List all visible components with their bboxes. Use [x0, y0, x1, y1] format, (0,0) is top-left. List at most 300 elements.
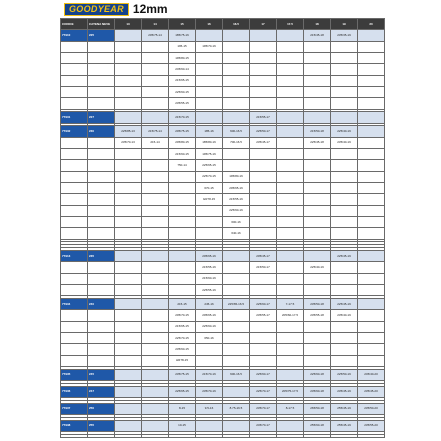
table-cell: 225/70-17: [250, 386, 277, 397]
table-cell: 15: [169, 19, 196, 30]
table-cell: [358, 64, 385, 75]
table-cell: 225/50-19: [331, 369, 358, 380]
table-cell: [277, 250, 304, 261]
table-cell: 225/65-15: [196, 160, 223, 171]
table-cell: [61, 183, 88, 194]
table-cell: [223, 420, 250, 431]
table-cell: [115, 183, 142, 194]
table-cell: [115, 30, 142, 41]
table-cell: 77935: [61, 369, 88, 380]
table-cell: [142, 298, 169, 309]
table-cell: [196, 216, 223, 227]
table-section-row: [61, 369, 385, 380]
table-cell: [277, 344, 304, 355]
table-cell: [61, 321, 88, 332]
table-cell: 640-16: [223, 228, 250, 239]
table-cell: [61, 171, 88, 182]
table-cell: [142, 321, 169, 332]
table-cell: 205/45-17: [250, 250, 277, 261]
size-table: [60, 18, 385, 438]
table-cell: [142, 273, 169, 284]
table-section-row: [61, 112, 385, 123]
table-cell: [358, 86, 385, 97]
table-cell: 185/75-16: [169, 30, 196, 41]
table-row: [61, 273, 385, 284]
table-cell: [88, 344, 115, 355]
table-row: [61, 149, 385, 160]
table-cell: [196, 30, 223, 41]
table-cell: [358, 298, 385, 309]
table-cell: [142, 355, 169, 366]
table-cell: 225/60-18: [304, 369, 331, 380]
table-cell: [142, 284, 169, 295]
table-cell: 225/85-13: [115, 126, 142, 137]
table-row: [61, 86, 385, 97]
table-cell: HR78-15: [169, 355, 196, 366]
table-cell: 77934: [61, 298, 88, 309]
table-cell: [196, 98, 223, 109]
table-cell: [250, 171, 277, 182]
table-cell: CATENA NEVE: [88, 19, 115, 30]
table-cell: [250, 64, 277, 75]
table-row: [61, 205, 385, 216]
table-cell: 225/40-19: [304, 262, 331, 273]
table-cell: [304, 228, 331, 239]
table-cell: 205/70-15: [169, 310, 196, 321]
table-cell: 8-15: [169, 403, 196, 414]
table-cell: [115, 149, 142, 160]
table-row: [61, 332, 385, 343]
table-cell: [88, 75, 115, 86]
table-cell: [88, 216, 115, 227]
table-cell: [358, 75, 385, 86]
table-cell: [358, 160, 385, 171]
table-cell: [223, 332, 250, 343]
table-cell: 195/70-16: [196, 41, 223, 52]
table-section-row: [61, 420, 385, 431]
table-cell: [115, 52, 142, 63]
table-cell: [88, 310, 115, 321]
table-cell: 235/55-17: [250, 310, 277, 321]
table-cell: 77932: [61, 126, 88, 137]
table-cell: [142, 64, 169, 75]
table-cell: 600-16.5: [223, 126, 250, 137]
table-cell: 235/45-19: [331, 386, 358, 397]
table-cell: [115, 98, 142, 109]
table-cell: [115, 434, 142, 437]
table-cell: [304, 112, 331, 123]
table-cell: [88, 284, 115, 295]
table-cell: 8-17.5: [277, 403, 304, 414]
table-cell: [358, 228, 385, 239]
table-cell: [250, 273, 277, 284]
table-cell: [277, 332, 304, 343]
table-cell: [169, 171, 196, 182]
table-cell: 235/55-20: [358, 420, 385, 431]
table-cell: [61, 75, 88, 86]
table-row: [61, 171, 385, 182]
table-cell: [277, 126, 304, 137]
table-cell: [277, 216, 304, 227]
table-cell: 16: [196, 19, 223, 30]
table-cell: [331, 183, 358, 194]
table-cell: [115, 369, 142, 380]
table-cell: [223, 64, 250, 75]
table-cell: [358, 262, 385, 273]
table-cell: [115, 298, 142, 309]
table-cell: 225/60-15: [169, 86, 196, 97]
table-row: [61, 228, 385, 239]
table-cell: 250: [88, 403, 115, 414]
table-cell: 225/60-16: [196, 321, 223, 332]
table-cell: [304, 194, 331, 205]
table-cell: [277, 86, 304, 97]
table-cell: [61, 216, 88, 227]
table-cell: 255/45-19: [331, 403, 358, 414]
table-cell: 17: [250, 19, 277, 30]
table-cell: [277, 75, 304, 86]
table-cell: 227: [88, 112, 115, 123]
table-cell: [142, 332, 169, 343]
table-cell: [223, 98, 250, 109]
table-cell: [277, 52, 304, 63]
table-cell: [88, 64, 115, 75]
table-cell: [304, 98, 331, 109]
table-cell: [115, 403, 142, 414]
table-cell: [250, 41, 277, 52]
table-cell: 245/70-17: [250, 420, 277, 431]
table-cell: 255/45-19: [331, 420, 358, 431]
table-cell: 215/55-17: [250, 112, 277, 123]
table-cell: [358, 355, 385, 366]
table-cell: [169, 284, 196, 295]
table-cell: [115, 355, 142, 366]
table-cell: [250, 284, 277, 295]
table-cell: 215/60-15: [169, 149, 196, 160]
table-cell: [331, 64, 358, 75]
table-cell: [115, 284, 142, 295]
table-cell: [331, 355, 358, 366]
table-cell: [277, 183, 304, 194]
table-cell: [169, 216, 196, 227]
table-row: [61, 98, 385, 109]
table-cell: 225: [88, 30, 115, 41]
table-cell: [169, 434, 196, 437]
table-cell: [331, 160, 358, 171]
table-cell: [358, 310, 385, 321]
table-row: [61, 41, 385, 52]
table-cell: [61, 52, 88, 63]
table-cell: [142, 194, 169, 205]
table-row: [61, 137, 385, 148]
table-cell: [115, 171, 142, 182]
table-cell: 225/50-17: [250, 126, 277, 137]
brand-header: [64, 2, 168, 16]
table-cell: 225/45-19: [331, 298, 358, 309]
table-cell: [61, 41, 88, 52]
table-cell: 205/75-14: [142, 30, 169, 41]
table-cell: [358, 52, 385, 63]
table-cell: [358, 284, 385, 295]
table-cell: [331, 149, 358, 160]
table-cell: [223, 30, 250, 41]
table-cell: 205/65-16: [196, 310, 223, 321]
size-table-body: [61, 19, 385, 438]
table-cell: [304, 41, 331, 52]
table-cell: GR78-15: [196, 194, 223, 205]
table-cell: [61, 310, 88, 321]
table-row: [61, 344, 385, 355]
table-cell: 185-16: [196, 126, 223, 137]
table-cell: 215/65-15: [169, 75, 196, 86]
table-cell: 205/75-15: [169, 126, 196, 137]
table-cell: [331, 228, 358, 239]
table-cell: [331, 434, 358, 437]
table-cell: [115, 64, 142, 75]
table-cell: [142, 75, 169, 86]
table-cell: [115, 86, 142, 97]
table-cell: 14: [142, 19, 169, 30]
table-cell: [169, 205, 196, 216]
table-cell: 670-15: [196, 183, 223, 194]
table-cell: [142, 98, 169, 109]
table-cell: [250, 30, 277, 41]
table-cell: [358, 194, 385, 205]
table-cell: [61, 332, 88, 343]
table-cell: 215/50-18: [304, 126, 331, 137]
table-cell: [61, 98, 88, 109]
table-cell: [277, 112, 304, 123]
table-cell: 10-15: [169, 420, 196, 431]
table-cell: 205/65-16: [223, 183, 250, 194]
table-cell: [277, 194, 304, 205]
table-cell: 20: [358, 19, 385, 30]
table-cell: [223, 386, 250, 397]
table-cell: [223, 284, 250, 295]
table-cell: [223, 344, 250, 355]
table-cell: [250, 194, 277, 205]
table-cell: [358, 321, 385, 332]
table-cell: [358, 171, 385, 182]
table-cell: [142, 149, 169, 160]
table-cell: 600-16: [223, 216, 250, 227]
snow-chain-size-chart: [60, 18, 385, 438]
table-cell: [142, 52, 169, 63]
table-cell: 650-16: [196, 332, 223, 343]
table-row: [61, 160, 385, 171]
table-cell: [250, 160, 277, 171]
table-cell: 215/55-16: [223, 194, 250, 205]
table-cell: [61, 355, 88, 366]
table-cell: [250, 434, 277, 437]
table-cell: [358, 112, 385, 123]
table-cell: [196, 112, 223, 123]
table-cell: [223, 434, 250, 437]
table-cell: 225/45-19: [331, 250, 358, 261]
table-section-row: [61, 403, 385, 414]
table-cell: 195/80-16: [223, 171, 250, 182]
table-cell: [142, 228, 169, 239]
table-cell: [304, 434, 331, 437]
table-cell: [169, 250, 196, 261]
table-cell: [304, 52, 331, 63]
table-row: [61, 321, 385, 332]
table-cell: 245/40-20: [358, 369, 385, 380]
table-section-row: [61, 30, 385, 41]
table-row: [61, 310, 385, 321]
table-cell: 235/35-19: [331, 30, 358, 41]
table-cell: [277, 149, 304, 160]
goodyear-logo: GOODYEAR: [64, 3, 129, 16]
table-cell: [304, 273, 331, 284]
table-cell: [115, 194, 142, 205]
table-cell: [358, 149, 385, 160]
table-cell: [88, 434, 115, 437]
table-cell: 235/50-18: [304, 298, 331, 309]
table-cell: [115, 386, 142, 397]
table-cell: 235/75-15: [169, 369, 196, 380]
table-cell: [115, 332, 142, 343]
table-cell: [196, 344, 223, 355]
table-section-row: [61, 386, 385, 397]
table-cell: [142, 310, 169, 321]
table-cell: [250, 355, 277, 366]
table-cell: [358, 98, 385, 109]
table-cell: [358, 137, 385, 148]
table-cell: [169, 262, 196, 273]
table-cell: [142, 250, 169, 261]
table-cell: 185/80-16: [196, 137, 223, 148]
table-cell: [142, 112, 169, 123]
table-cell: [223, 160, 250, 171]
table-cell: [304, 216, 331, 227]
table-cell: 235/60-18: [304, 386, 331, 397]
table-cell: [223, 41, 250, 52]
table-cell: [277, 160, 304, 171]
table-cell: 7-17.5: [277, 298, 304, 309]
table-cell: [223, 262, 250, 273]
table-cell: [142, 420, 169, 431]
table-cell: 235/45-20: [358, 386, 385, 397]
table-cell: [223, 273, 250, 284]
table-cell: 235/40-19: [331, 137, 358, 148]
table-cell: [250, 86, 277, 97]
table-cell: [304, 160, 331, 171]
table-cell: [142, 86, 169, 97]
table-cell: [196, 205, 223, 216]
table-row: [61, 355, 385, 366]
table-cell: [142, 41, 169, 52]
table-row: [61, 262, 385, 273]
table-cell: [358, 126, 385, 137]
table-cell: [277, 321, 304, 332]
table-cell: [358, 344, 385, 355]
table-cell: [331, 75, 358, 86]
table-cell: [88, 194, 115, 205]
table-cell: [331, 262, 358, 273]
table-cell: [223, 75, 250, 86]
table-cell: [88, 137, 115, 148]
table-cell: [115, 262, 142, 273]
table-cell: 205/75-17.5: [277, 386, 304, 397]
table-cell: [277, 137, 304, 148]
table-cell: [169, 228, 196, 239]
table-row: [61, 216, 385, 227]
table-cell: [304, 355, 331, 366]
table-cell: [331, 52, 358, 63]
table-cell: [304, 284, 331, 295]
table-cell: 245: [88, 369, 115, 380]
table-cell: 195/80-15: [169, 52, 196, 63]
table-cell: [88, 205, 115, 216]
table-cell: 255: [88, 420, 115, 431]
table-cell: 265/50-18: [304, 403, 331, 414]
table-cell: [250, 321, 277, 332]
table-cell: [250, 98, 277, 109]
table-cell: 77910: [61, 30, 88, 41]
table-cell: [250, 205, 277, 216]
table-cell: [277, 355, 304, 366]
table-cell: [358, 216, 385, 227]
table-cell: [115, 420, 142, 431]
table-cell: 750-14: [169, 160, 196, 171]
table-cell: [88, 98, 115, 109]
table-cell: 225/60-17: [250, 369, 277, 380]
table-cell: [61, 228, 88, 239]
table-cell: [115, 321, 142, 332]
table-cell: [61, 344, 88, 355]
table-cell: [358, 332, 385, 343]
table-cell: [304, 86, 331, 97]
table-row: [61, 52, 385, 63]
table-cell: [304, 250, 331, 261]
table-cell: [331, 98, 358, 109]
table-cell: 230: [88, 126, 115, 137]
table-cell: 215/50-17: [250, 262, 277, 273]
table-cell: [331, 194, 358, 205]
table-cell: [358, 183, 385, 194]
table-cell: [142, 369, 169, 380]
table-cell: 240: [88, 298, 115, 309]
table-cell: [331, 321, 358, 332]
table-cell: [277, 420, 304, 431]
table-cell: [223, 310, 250, 321]
table-cell: 245/60-14: [169, 64, 196, 75]
table-cell: [331, 112, 358, 123]
table-row: [61, 434, 385, 437]
table-cell: [304, 205, 331, 216]
table-cell: [88, 149, 115, 160]
table-cell: 225/60-17: [250, 298, 277, 309]
table-cell: 205/80-15: [169, 137, 196, 148]
table-cell: [358, 41, 385, 52]
table-cell: [61, 434, 88, 437]
table-cell: [142, 171, 169, 182]
table-cell: 77913: [61, 250, 88, 261]
table-cell: 225/70-15: [169, 332, 196, 343]
table-cell: [277, 98, 304, 109]
table-section-row: [61, 126, 385, 137]
table-cell: [61, 284, 88, 295]
table-cell: 215-15: [169, 298, 196, 309]
table-cell: [115, 160, 142, 171]
table-cell: 195/75-16: [196, 149, 223, 160]
table-cell: [358, 273, 385, 284]
table-cell: [196, 75, 223, 86]
table-section-row: [61, 250, 385, 261]
table-row: [61, 183, 385, 194]
table-cell: 77938: [61, 420, 88, 431]
